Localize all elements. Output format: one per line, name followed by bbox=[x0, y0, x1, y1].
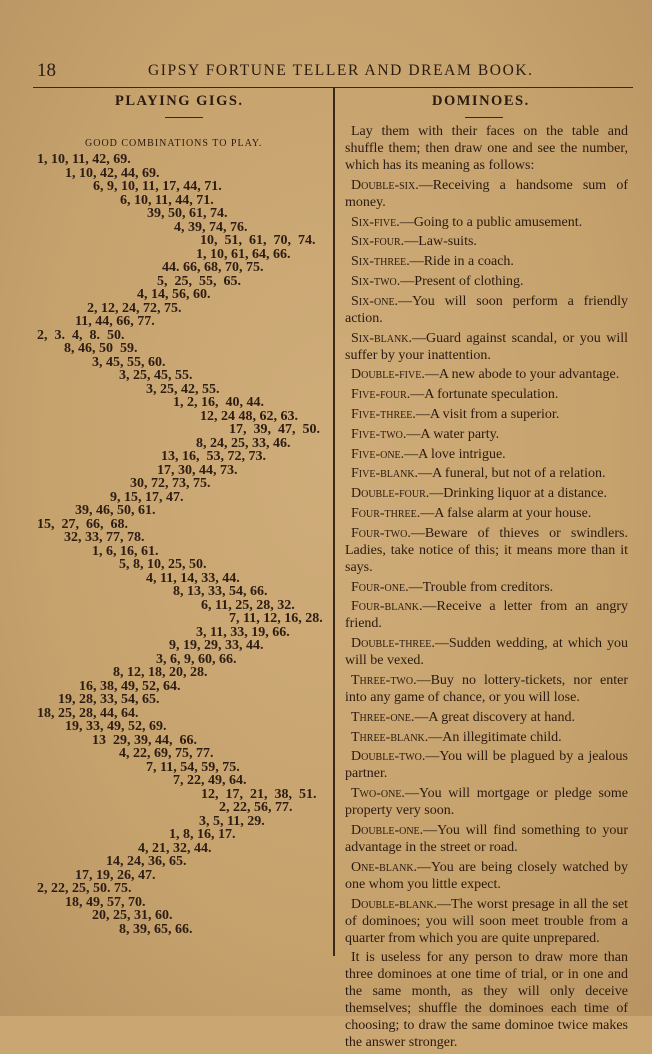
combination-line: 11, 44, 66, 77. bbox=[75, 314, 155, 329]
domino-meaning: —A false alarm at your house. bbox=[420, 505, 592, 521]
combination-line: 3, 45, 55, 60. bbox=[92, 354, 166, 370]
section-title-dominoes: DOMINOES. bbox=[432, 93, 530, 109]
domino-name: Three-blank. bbox=[351, 729, 429, 745]
combination-line: 5, 25, 55, 65. bbox=[157, 273, 241, 289]
combination-line: 17, 39, 47, 50. bbox=[229, 422, 320, 437]
combination-line: 2, 22, 56, 77. bbox=[219, 800, 293, 815]
domino-entry bbox=[345, 446, 628, 463]
domino-entry bbox=[345, 505, 628, 522]
combination-line: 44. 66, 68, 70, 75. bbox=[162, 260, 264, 275]
domino-name: Double-five. bbox=[351, 367, 425, 383]
closing-paragraph: It is useless for any person to draw more than three dominoes at one time of trial, or in one and the same month, as they will only deceive themselves; shuffle the dominoes each time of choosing; to draw the same dominoe twice makes the answer stronger. bbox=[345, 950, 628, 1051]
combination-line: 5, 8, 10, 25, 50. bbox=[119, 557, 207, 572]
combination-line: 1, 10, 61, 64, 66. bbox=[196, 246, 291, 262]
domino-entry bbox=[345, 896, 628, 947]
domino-meaning: —Receive a letter from an angry friend. bbox=[345, 599, 628, 632]
domino-entry bbox=[345, 293, 628, 327]
combination-line: 17, 19, 26, 47. bbox=[75, 867, 156, 883]
domino-meaning: —The worst presage in all the set of dominoes; you will soon meet trouble from a quarter from which you are quite unprepared. bbox=[345, 896, 628, 946]
domino-meaning: —A visit from a superior. bbox=[415, 406, 560, 422]
combination-line: 8, 39, 65, 66. bbox=[119, 921, 193, 937]
domino-meaning: —You will find something to your advantage in the street or road. bbox=[345, 822, 628, 855]
combination-line: 6, 11, 25, 28, 32. bbox=[201, 597, 295, 613]
domino-name: One-blank. bbox=[351, 859, 418, 875]
domino-meaning: —Sudden wedding, at which you will be vexed. bbox=[345, 636, 628, 669]
combination-line: 8, 24, 25, 33, 46. bbox=[196, 435, 291, 451]
combination-line: 9, 19, 29, 33, 44. bbox=[169, 638, 264, 653]
combination-line: 4, 21, 32, 44. bbox=[138, 840, 212, 856]
domino-entry bbox=[345, 859, 628, 893]
combination-line: 18, 49, 57, 70. bbox=[65, 894, 146, 910]
domino-name: Five-blank. bbox=[351, 466, 419, 482]
running-title: GIPSY FORTUNE TELLER AND DREAM BOOK. bbox=[148, 62, 534, 79]
combination-line: 14, 24, 36, 65. bbox=[106, 854, 187, 869]
combination-line: 12, 17, 21, 38, 51. bbox=[201, 786, 317, 802]
domino-name: Three-two. bbox=[351, 672, 417, 688]
combination-line: 7, 11, 12, 16, 28. bbox=[229, 611, 323, 626]
combination-line: 4, 14, 56, 60. bbox=[137, 287, 211, 302]
domino-name: Four-three. bbox=[351, 505, 421, 521]
combination-line: 20, 25, 31, 60. bbox=[92, 908, 173, 923]
combination-line: 8, 46, 50 59. bbox=[64, 341, 138, 356]
domino-meaning: —Going to a public amusement. bbox=[399, 214, 583, 230]
domino-entry bbox=[345, 273, 628, 290]
domino-meaning: —Receiving a handsome sum of money. bbox=[345, 177, 628, 210]
domino-entry bbox=[345, 406, 628, 423]
domino-meaning: —You are being closely watched by one whom you little expect. bbox=[345, 859, 628, 892]
combination-line: 3, 25, 45, 55. bbox=[119, 368, 193, 383]
domino-meaning: —Beware of thieves or swindlers. Ladies, take notice of this; it means more than it says. bbox=[345, 525, 628, 575]
combination-line: 3, 5, 11, 29. bbox=[199, 813, 265, 829]
domino-entry bbox=[345, 177, 628, 211]
title-rule bbox=[465, 117, 503, 118]
domino-entry bbox=[345, 525, 628, 576]
combination-line: 12, 24 48, 62, 63. bbox=[200, 408, 298, 424]
domino-name: Six-one. bbox=[351, 293, 399, 309]
combination-line: 39, 46, 50, 61. bbox=[75, 503, 156, 518]
domino-entry bbox=[345, 748, 628, 782]
domino-entry bbox=[345, 729, 628, 746]
domino-entry bbox=[345, 672, 628, 706]
combination-line: 8, 12, 18, 20, 28. bbox=[113, 665, 208, 680]
page-number: 18 bbox=[37, 60, 56, 81]
domino-name: Five-three. bbox=[351, 406, 416, 422]
combination-line: 32, 33, 77, 78. bbox=[64, 530, 145, 545]
domino-name: Double-two. bbox=[351, 749, 426, 765]
domino-entry bbox=[345, 426, 628, 443]
combination-line: 17, 30, 44, 73. bbox=[157, 462, 238, 478]
combination-line: 15, 27, 66, 68. bbox=[37, 516, 128, 532]
combination-line: 7, 11, 54, 59, 75. bbox=[146, 759, 240, 775]
combination-line: 2, 3. 4, 8. 50. bbox=[37, 327, 125, 343]
domino-meaning: —A new abode to your advantage. bbox=[424, 367, 620, 383]
domino-name: Six-five. bbox=[351, 214, 400, 230]
intro-paragraph: Lay them with their faces on the table and shuffle them; then draw one and see the number, which has its meaning as follows: bbox=[345, 124, 628, 173]
domino-entry bbox=[345, 214, 628, 231]
domino-name: Double-six. bbox=[351, 177, 419, 193]
domino-entry bbox=[345, 709, 628, 726]
domino-name: Double-three. bbox=[351, 636, 435, 652]
combination-line: 4, 22, 69, 75, 77. bbox=[119, 746, 214, 761]
combination-line: 4, 39, 74, 76. bbox=[174, 219, 248, 235]
domino-entry bbox=[345, 598, 628, 632]
dominoes-text bbox=[345, 123, 628, 1054]
title-rule bbox=[165, 117, 203, 118]
domino-name: Five-two. bbox=[351, 426, 407, 442]
combination-line: 1, 10, 11, 42, 69. bbox=[37, 152, 131, 167]
domino-meaning: —Ride in a coach. bbox=[409, 254, 514, 270]
domino-meaning: —A love intrigue. bbox=[404, 446, 506, 462]
domino-name: Six-two. bbox=[351, 273, 401, 289]
domino-entry bbox=[345, 233, 628, 250]
domino-meaning: —You will be plagued by a jealous partner. bbox=[345, 749, 628, 782]
combination-line: 9, 15, 17, 47. bbox=[110, 489, 184, 505]
domino-entry bbox=[345, 485, 628, 502]
domino-meaning: —Law-suits. bbox=[404, 234, 477, 250]
combination-line: 39, 50, 61, 74. bbox=[147, 206, 228, 221]
domino-entry bbox=[345, 635, 628, 669]
domino-name: Six-three. bbox=[351, 254, 410, 270]
domino-meaning: —You will soon perform a friendly action. bbox=[345, 293, 628, 326]
combination-line: 6, 10, 11, 44, 71. bbox=[120, 192, 214, 208]
domino-meaning: —Present of clothing. bbox=[400, 273, 524, 289]
domino-name: Six-blank. bbox=[351, 330, 412, 346]
combination-line: 3, 11, 33, 19, 66. bbox=[196, 624, 290, 640]
domino-name: Six-four. bbox=[351, 234, 405, 250]
combination-line: 2, 22, 25, 50. 75. bbox=[37, 881, 132, 896]
domino-meaning: —Guard against scandal, or you will suffer by your inattention. bbox=[345, 330, 628, 363]
domino-meaning: —Trouble from creditors. bbox=[408, 579, 554, 595]
domino-meaning: —A great discovery at hand. bbox=[414, 709, 575, 725]
combination-line: 30, 72, 73, 75. bbox=[130, 476, 211, 491]
combination-line: 13 29, 39, 44, 66. bbox=[92, 732, 197, 748]
domino-name: Four-one. bbox=[351, 579, 409, 595]
combination-line: 3, 25, 42, 55. bbox=[146, 381, 220, 397]
domino-meaning: —A fortunate speculation. bbox=[410, 387, 559, 403]
domino-entry bbox=[345, 386, 628, 403]
combination-line: 18, 25, 28, 44, 64. bbox=[37, 705, 139, 721]
combination-line: 1, 6, 16, 61. bbox=[92, 543, 159, 559]
combination-line: 1, 2, 16, 40, 44. bbox=[173, 395, 264, 410]
domino-name: Double-four. bbox=[351, 486, 430, 502]
combination-line: 7, 22, 49, 64. bbox=[173, 773, 247, 788]
domino-entry bbox=[345, 785, 628, 819]
domino-entry bbox=[345, 579, 628, 596]
domino-name: Five-one. bbox=[351, 446, 405, 462]
domino-name: Two-one. bbox=[351, 786, 405, 802]
combination-line: 2, 12, 24, 72, 75. bbox=[87, 300, 182, 316]
domino-meaning: —Drinking liquor at a distance. bbox=[429, 486, 607, 502]
column-divider bbox=[333, 88, 335, 956]
domino-meaning: —Buy no lottery-tickets, nor enter into any game of chance, or you will lose. bbox=[345, 672, 628, 705]
combination-line: 4, 11, 14, 33, 44. bbox=[146, 570, 240, 586]
combination-line: 10, 51, 61, 70, 74. bbox=[200, 233, 316, 248]
combination-line: 1, 8, 16, 17. bbox=[169, 827, 236, 842]
domino-entry bbox=[345, 253, 628, 270]
domino-name: Double-blank. bbox=[351, 896, 438, 912]
combination-line: 3, 6, 9, 60, 66. bbox=[156, 651, 237, 667]
domino-name: Four-two. bbox=[351, 525, 411, 541]
domino-meaning: —You will mortgage or pledge some property very soon. bbox=[345, 786, 628, 819]
domino-name: Five-four. bbox=[351, 387, 411, 403]
section-title-playing-gigs: PLAYING GIGS. bbox=[115, 93, 244, 109]
domino-meaning: —A water party. bbox=[406, 426, 500, 442]
combination-line: 19, 28, 33, 54, 65. bbox=[58, 692, 160, 707]
domino-entry bbox=[345, 330, 628, 364]
domino-name: Double-one. bbox=[351, 822, 424, 838]
combination-line: 19, 33, 49, 52, 69. bbox=[65, 719, 167, 734]
domino-entry bbox=[345, 366, 628, 383]
domino-meaning: —A funeral, but not of a relation. bbox=[418, 466, 606, 482]
domino-entry bbox=[345, 822, 628, 856]
combination-line: 6, 9, 10, 11, 17, 44, 71. bbox=[93, 179, 222, 194]
combination-line: 13, 16, 53, 72, 73. bbox=[161, 449, 266, 464]
domino-name: Four-blank. bbox=[351, 599, 423, 615]
domino-entry bbox=[345, 465, 628, 482]
domino-meaning: —An illegitimate child. bbox=[428, 729, 562, 745]
domino-name: Three-one. bbox=[351, 709, 415, 725]
combination-line: 16, 38, 49, 52, 64. bbox=[79, 678, 181, 694]
combination-line: 8, 13, 33, 54, 66. bbox=[173, 584, 268, 599]
combination-line: 1, 10, 42, 44, 69. bbox=[65, 165, 160, 181]
combinations-subtitle: GOOD COMBINATIONS TO PLAY. bbox=[85, 138, 263, 149]
